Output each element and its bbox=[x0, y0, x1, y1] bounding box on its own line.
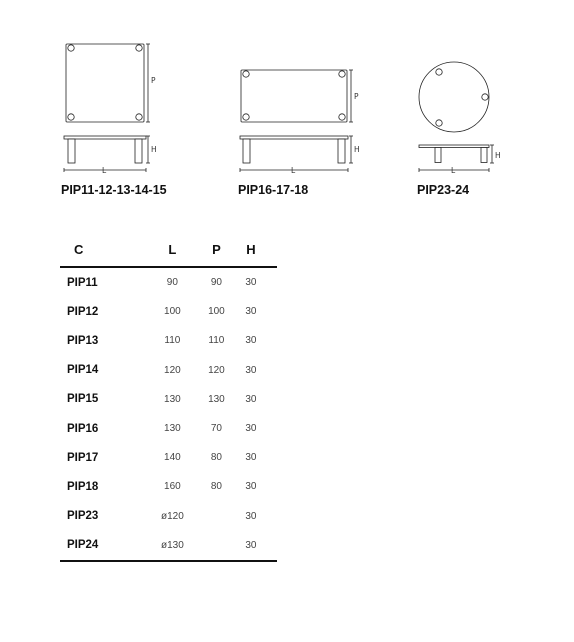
table-leg bbox=[68, 139, 75, 163]
model-code-cell: PIP12 bbox=[67, 305, 99, 318]
model-code-cell: PIP18 bbox=[67, 480, 99, 493]
dimension-label-l: L bbox=[451, 166, 456, 175]
rectangular-table-drawing bbox=[240, 70, 353, 172]
model-code-cell: PIP17 bbox=[67, 451, 99, 464]
height-cell: 30 bbox=[245, 510, 257, 522]
table-row bbox=[60, 385, 277, 414]
length-cell: 100 bbox=[164, 306, 181, 318]
length-cell: 130 bbox=[164, 393, 181, 405]
leg-marker bbox=[68, 114, 74, 120]
model-code-cell: PIP15 bbox=[67, 393, 99, 406]
length-cell: 130 bbox=[164, 423, 181, 435]
dimension-label-h: H bbox=[354, 145, 360, 154]
depth-cell: 130 bbox=[208, 393, 225, 405]
table-row bbox=[60, 356, 277, 385]
depth-cell: 80 bbox=[210, 452, 222, 464]
height-cell: 30 bbox=[245, 306, 257, 318]
dimensions-table bbox=[60, 232, 277, 562]
dimension-label-p: P bbox=[151, 76, 156, 85]
leg-marker bbox=[136, 45, 142, 51]
leg-marker bbox=[243, 71, 249, 77]
height-cell: 30 bbox=[245, 277, 257, 289]
length-cell: ø120 bbox=[160, 510, 184, 522]
length-cell: 160 bbox=[164, 481, 181, 493]
length-cell: 110 bbox=[164, 335, 181, 347]
table-row bbox=[60, 326, 277, 355]
height-cell: 30 bbox=[245, 393, 257, 405]
table-row bbox=[60, 297, 277, 326]
model-code-cell: PIP16 bbox=[67, 422, 99, 435]
table-row bbox=[60, 472, 277, 501]
dimension-label-h: H bbox=[151, 145, 157, 154]
length-cell: 120 bbox=[164, 364, 181, 376]
square-table-drawing bbox=[64, 44, 150, 172]
table-row bbox=[60, 531, 277, 561]
table-leg bbox=[481, 148, 487, 163]
table-row bbox=[60, 267, 277, 297]
depth-cell: 80 bbox=[210, 481, 222, 493]
round-table-top-view bbox=[419, 62, 489, 132]
table-leg bbox=[435, 148, 441, 163]
height-cell: 30 bbox=[245, 364, 257, 376]
length-cell: 90 bbox=[166, 277, 178, 289]
depth-cell: 90 bbox=[210, 277, 222, 289]
height-cell: 30 bbox=[245, 452, 257, 464]
length-cell: 140 bbox=[164, 452, 181, 464]
rectangular-table-side-view bbox=[240, 136, 348, 139]
height-cell: 30 bbox=[238, 531, 277, 561]
table-row bbox=[60, 414, 277, 443]
table-leg bbox=[243, 139, 250, 163]
header-height: H bbox=[238, 232, 277, 267]
square-table-side-view bbox=[64, 136, 146, 139]
model-code-cell: PIP24 bbox=[60, 531, 150, 561]
figure-label-square: PIP11-12-13-14-15 bbox=[61, 183, 167, 197]
round-table-side-view bbox=[419, 145, 489, 148]
height-cell: 30 bbox=[245, 335, 257, 347]
leg-marker bbox=[436, 69, 442, 75]
depth-cell: 110 bbox=[208, 335, 225, 347]
length-cell: ø130 bbox=[150, 531, 195, 561]
rectangular-table-top-view bbox=[241, 70, 347, 122]
header-length: L bbox=[150, 232, 195, 267]
depth-cell bbox=[195, 502, 238, 531]
depth-cell bbox=[195, 531, 238, 561]
square-table-top-view bbox=[66, 44, 144, 122]
leg-marker bbox=[68, 45, 74, 51]
table-header-row bbox=[60, 232, 277, 267]
dimension-label-l: L bbox=[291, 166, 296, 175]
leg-marker bbox=[339, 114, 345, 120]
dimension-label-l: L bbox=[102, 166, 107, 175]
dimension-label-p: P bbox=[354, 92, 359, 101]
height-cell: 30 bbox=[245, 423, 257, 435]
table-row bbox=[60, 443, 277, 472]
figure-label-rectangular: PIP16-17-18 bbox=[238, 183, 309, 197]
leg-marker bbox=[482, 94, 488, 100]
leg-marker bbox=[243, 114, 249, 120]
dimension-label-h: H bbox=[495, 151, 501, 160]
model-code-cell: PIP11 bbox=[67, 276, 98, 289]
model-code-cell: PIP14 bbox=[67, 364, 99, 377]
depth-cell: 120 bbox=[208, 364, 225, 376]
figure-label-round: PIP23-24 bbox=[417, 183, 470, 197]
table-row bbox=[60, 502, 277, 531]
table-leg bbox=[338, 139, 345, 163]
header-code: C bbox=[60, 232, 150, 267]
leg-marker bbox=[436, 120, 442, 126]
round-table-drawing bbox=[419, 62, 494, 172]
leg-marker bbox=[339, 71, 345, 77]
leg-marker bbox=[136, 114, 142, 120]
model-code-cell: PIP13 bbox=[67, 334, 99, 347]
depth-cell: 100 bbox=[208, 306, 225, 318]
model-code-cell: PIP23 bbox=[67, 510, 99, 523]
depth-cell: 70 bbox=[210, 423, 222, 435]
table-leg bbox=[135, 139, 142, 163]
height-cell: 30 bbox=[245, 481, 257, 493]
header-depth: P bbox=[195, 232, 238, 267]
